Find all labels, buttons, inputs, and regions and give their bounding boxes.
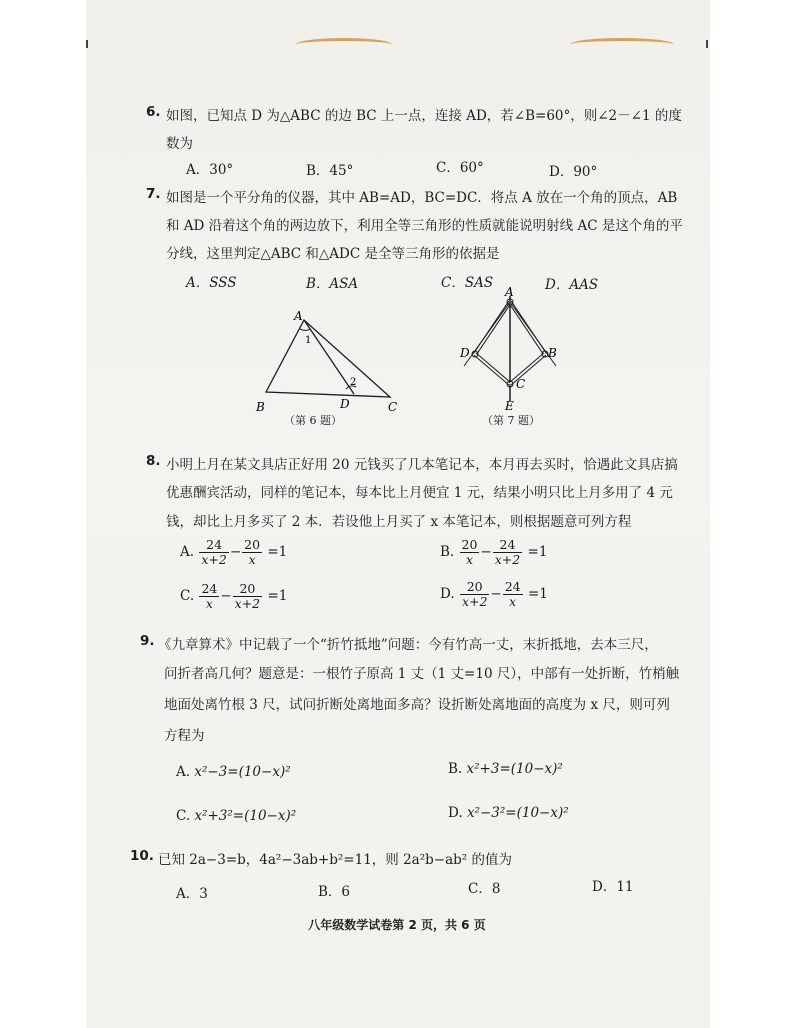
q8-d-frac2: [503, 580, 523, 609]
q8-option-d-label: D.: [440, 586, 455, 602]
fig6-label-b: B: [256, 400, 265, 414]
q7-option-a: A．SSS: [186, 275, 237, 291]
q6-option-d: D．90°: [549, 164, 598, 180]
q8-b-frac1-den: x: [465, 552, 473, 567]
figure-6: [250, 305, 410, 417]
q9-number: 9.: [140, 633, 155, 649]
fig6-label-a: A: [294, 309, 303, 323]
fig6-label-d: D: [340, 397, 350, 411]
figure-7: [454, 286, 564, 416]
q8-b-frac1-num: 20: [461, 537, 478, 552]
q8-a-frac1-den: x+2: [201, 552, 227, 567]
q6-option-b: B．45°: [306, 163, 354, 179]
q9-text-line4: 方程为: [164, 728, 205, 744]
q10-number: 10.: [130, 848, 154, 864]
q8-a-frac1: [199, 538, 228, 567]
q8-option-c: [180, 582, 287, 611]
q6-number: 6.: [146, 104, 161, 120]
q7-number: 7.: [146, 186, 161, 202]
q9-option-d-expr: x²−3²=(10−x)²: [466, 805, 569, 821]
q6-option-a: A．30°: [186, 162, 234, 178]
triangle-abc: [266, 320, 390, 397]
q8-b-equals: =1: [527, 544, 548, 560]
q9-option-a-expr: x²−3=(10−x)²: [194, 764, 291, 780]
q8-b-frac2-num: 24: [493, 538, 522, 553]
q9-text-line2: 问折者高几何？题意是：一根竹子原高 1 丈（1 丈=10 尺），中部有一处折断，竹梢触: [164, 666, 680, 682]
q8-a-frac2: [242, 538, 262, 567]
figure-7-caption: （第 7 题）: [482, 414, 540, 427]
q9-option-b-label: B.: [448, 761, 463, 777]
q8-d-equals: =1: [527, 586, 548, 602]
q9-text-line3: 地面处离竹根 3 尺，试问折断处离地面多高？设折断处离地面的高度为 x 尺，则可列: [164, 697, 670, 713]
q9-option-a-label: A.: [176, 764, 191, 780]
q8-number: 8.: [146, 453, 161, 469]
q9-option-a: [176, 764, 291, 780]
q7-text-line2: 和 AD 沿着这个角的两边放下，利用全等三角形的性质就能说明射线 AC 是这个角的平: [166, 218, 683, 234]
q8-option-b-label: B.: [440, 544, 455, 560]
q6-option-c: C．60°: [436, 160, 484, 176]
q10-option-b: B．6: [318, 884, 351, 900]
q8-c-equals: =1: [267, 588, 288, 604]
q10-text-line1: 已知 2a−3=b，4a²−3ab+b²=11，则 2a²b−ab² 的值为: [158, 852, 512, 868]
q8-d-frac2-den: x: [509, 594, 517, 609]
q8-option-a-label: A.: [180, 544, 195, 560]
q9-option-d-label: D.: [448, 805, 463, 821]
q8-b-frac2-den: x+2: [494, 552, 521, 567]
q10-option-a: A．3: [176, 886, 208, 902]
q8-c-frac2-den: x+2: [234, 596, 261, 611]
segment-ad: [304, 320, 357, 394]
bar-dc-inner: [475, 354, 510, 384]
page-footer: 八年级数学试卷第 2 页，共 6 页: [308, 918, 486, 932]
q8-c-minus: −: [220, 588, 232, 604]
q9-option-c: [176, 808, 296, 824]
q8-a-equals: =1: [267, 544, 288, 560]
q8-text-line1: 小明上月在某文具店正好用 20 元钱买了几本笔记本，本月再去买时，恰遇此文具店搞: [166, 457, 678, 473]
q8-option-b: [440, 538, 547, 567]
q9-option-c-label: C.: [176, 808, 191, 824]
angle-side-left: [464, 302, 510, 366]
q7-option-d: D．AAS: [545, 277, 599, 293]
q7-option-b: B．ASA: [306, 276, 359, 292]
q9-text-line1: 《九章算术》中记载了一个“折竹抵地”问题：今有竹高一丈，末折抵地，去本三尺，: [158, 637, 658, 653]
q8-b-minus: −: [480, 544, 492, 560]
q9-option-c-expr: x²+3²=(10−x)²: [194, 808, 297, 824]
fig7-label-d: D: [460, 346, 470, 360]
q8-a-frac1-num: 24: [199, 538, 228, 553]
q8-c-frac2: [233, 582, 262, 611]
q7-option-c: C．SAS: [441, 275, 494, 291]
figure-6-caption: （第 6 题）: [284, 414, 342, 427]
q8-d-minus: −: [490, 586, 502, 602]
q8-option-c-label: C.: [180, 588, 195, 604]
q9-option-b-expr: x²+3=(10−x)²: [466, 761, 563, 777]
angle-1-arc: [300, 329, 310, 331]
q9-option-b: [448, 761, 563, 777]
fig6-label-1: 1: [305, 335, 312, 346]
q8-d-frac1: [460, 580, 489, 609]
q8-d-frac2-num: 24: [504, 579, 521, 594]
q9-option-d: [448, 805, 569, 821]
q8-d-frac1-den: x+2: [461, 594, 488, 609]
q8-b-frac1: [460, 538, 480, 567]
q8-c-frac1: [199, 582, 219, 611]
q10-option-d: D．11: [592, 879, 634, 895]
q6-text-line2: 数为: [166, 136, 193, 152]
fig6-label-c: C: [388, 400, 398, 414]
q8-text-line2: 优惠酬宾活动，同样的笔记本，每本比上月便宜 1 元，结果小明只比上月多用了 4 元: [166, 485, 673, 501]
fig7-label-b: B: [548, 346, 557, 360]
q6-text-line1: 如图，已知点 D 为△ABC 的边 BC 上一点，连接 AD，若∠B=60°，则∠2－∠1 的度: [166, 108, 682, 124]
q8-option-a: [180, 538, 287, 567]
q8-c-frac1-num: 24: [201, 581, 218, 596]
q8-c-frac1-den: x: [205, 596, 213, 611]
q8-d-frac1-num: 20: [460, 580, 489, 595]
q10-option-c: C．8: [468, 881, 501, 897]
fig7-label-a: A: [505, 286, 514, 299]
fig7-label-c: C: [516, 377, 526, 391]
q8-a-frac2-den: x: [248, 552, 256, 567]
fig7-label-e: E: [505, 399, 514, 413]
q7-text-line3: 分线，这里判定△ABC 和△ADC 是全等三角形的依据是: [166, 246, 500, 262]
q8-c-frac2-num: 20: [233, 582, 262, 597]
fig6-label-2: 2: [350, 377, 357, 388]
q8-text-line3: 钱，却比上月多买了 2 本．若设他上月买了 x 本笔记本，则根据题意可列方程: [166, 514, 632, 530]
q8-option-d: [440, 580, 548, 609]
q7-text-line1: 如图是一个平分角的仪器，其中 AB=AD，BC=DC．将点 A 放在一个角的顶点，AB: [166, 190, 678, 206]
q8-a-frac2-num: 20: [244, 537, 261, 552]
q8-b-frac2: [493, 538, 522, 567]
q8-a-minus: −: [229, 544, 242, 560]
